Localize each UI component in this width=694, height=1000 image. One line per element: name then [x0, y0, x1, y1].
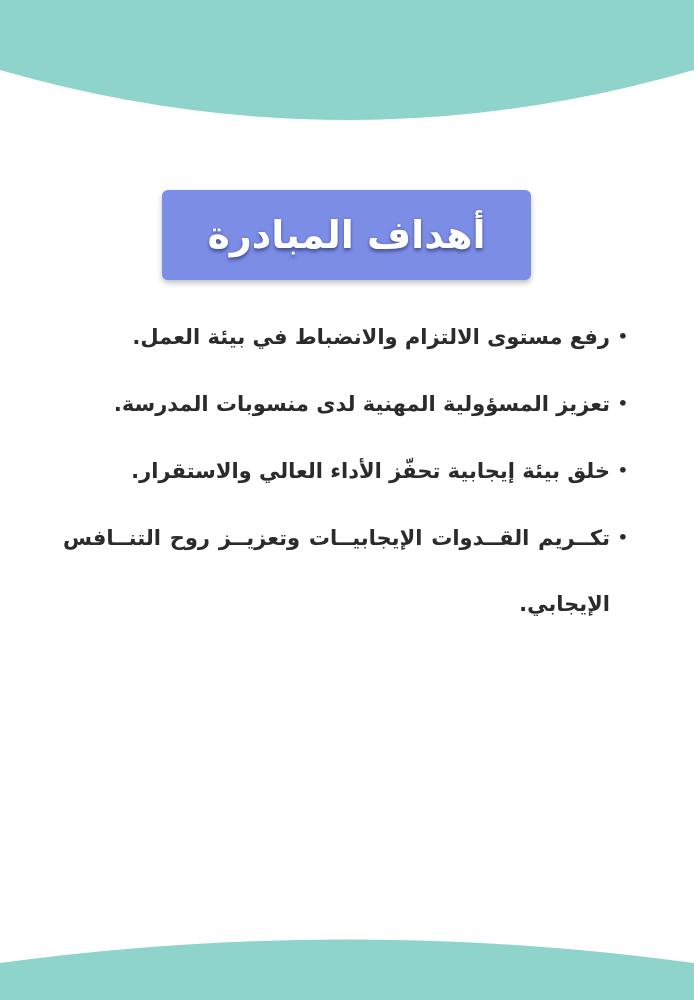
goal-item: • تكــريم القــدوات الإيجابيــات وتعزيــز روح التنــافس الإيجابي.	[63, 505, 628, 637]
goals-list	[63, 304, 628, 638]
bottom-wave-decoration	[0, 938, 694, 1000]
goal-item: • خلق بيئة إيجابية تحفّز الأداء العالي والاستقرار.	[63, 438, 628, 504]
top-wave-shape	[0, 0, 694, 120]
page-title: أهداف المبادرة	[207, 213, 486, 257]
title-banner	[162, 190, 531, 280]
top-wave-decoration	[0, 0, 694, 120]
goal-item: • رفع مستوى الالتزام والانضباط في بيئة العمل.	[63, 304, 628, 370]
bottom-wave-shape	[0, 940, 694, 1000]
goal-item: • تعزيز المسؤولية المهنية لدى منسوبات المدرسة.	[63, 371, 628, 437]
